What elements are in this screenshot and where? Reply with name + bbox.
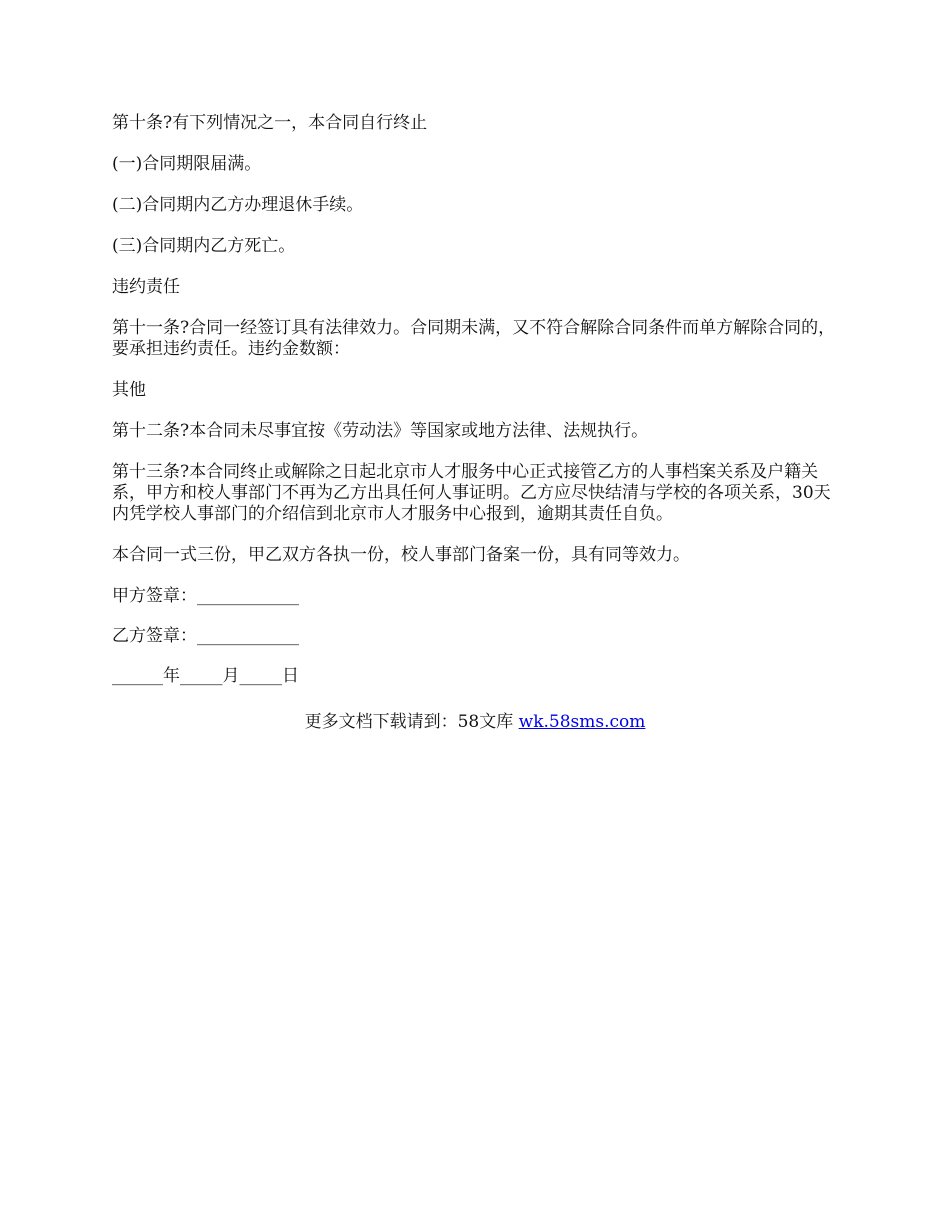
clause-10-item-2: (二)合同期内乙方办理退休手续。 [112,195,364,215]
footer-text: 更多文档下载请到：58文库 [304,712,519,732]
clause-12: 第十二条?本合同未尽事宜按《劳动法》等国家或地方法律、法规执行。 [112,421,649,441]
signature-party-b: 乙方签章：____________ [112,626,299,646]
footer-link[interactable]: wk.58sms.com [518,712,646,732]
clause-11: 第十一条?合同一经签订具有法律效力。合同期未满，又不符合解除合同条件而单方解除合同的，要承担违约责任。违约金数额： [112,318,836,359]
clause-10-item-3: (三)合同期内乙方死亡。 [112,236,296,256]
copies-statement: 本合同一式三份，甲乙双方各执一份，校人事部门备案一份，具有同等效力。 [112,545,690,565]
clause-10-heading: 第十条?有下列情况之一，本合同自行终止 [112,113,428,133]
section-heading-liability: 违约责任 [112,277,180,297]
clause-13: 第十三条?本合同终止或解除之日起北京市人才服务中心正式接管乙方的人事档案关系及户籍关系，甲方和校人事部门不再为乙方出具任何人事证明。乙方应尽快结清与学校的各项关系，30天内凭学校人事部门的介绍信到北京市人才服务中心报到，逾期其责任自负。 [112,462,831,524]
date-line: ______年_____月_____日 [112,666,299,686]
footer [0,712,950,733]
document-body [112,113,842,706]
clause-10-item-1: (一)合同期限届满。 [112,154,262,174]
section-heading-other: 其他 [112,380,146,400]
signature-party-a: 甲方签章：____________ [112,586,299,606]
